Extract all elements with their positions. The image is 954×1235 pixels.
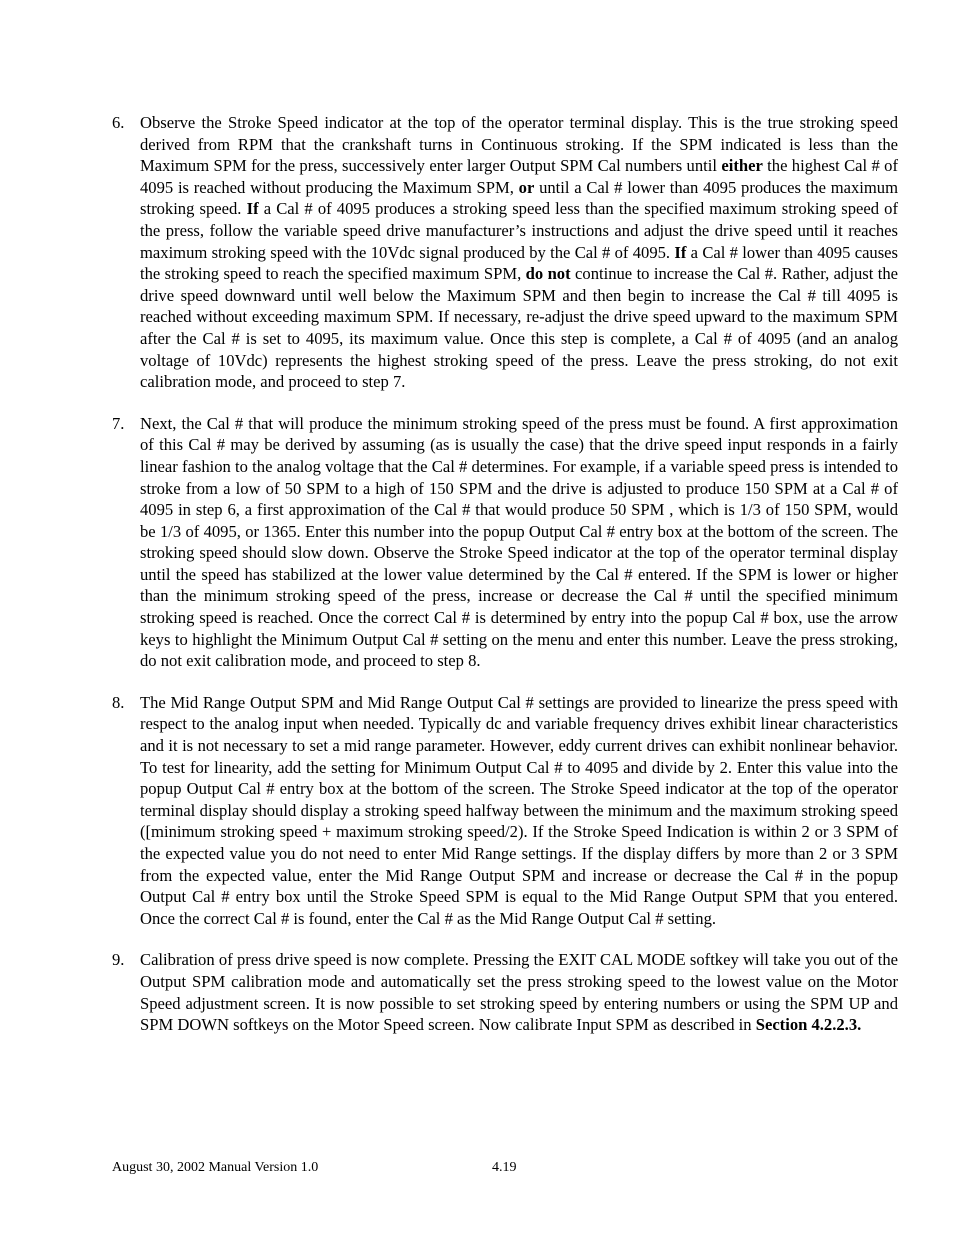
step-6 [112,112,898,393]
text-run: a Cal # lower than 4095 causes the stroking speed to reach the specified maximum SPM, [140,242,899,284]
procedure-steps [112,112,898,1056]
step-text [140,949,898,1035]
text-run: The Mid Range Output SPM and Mid Range Output Cal # settings are provided to linearize the press speed with respect to the analog input when needed. Typically dc and variable frequency drives exhibit linear characteristics and it is not necessary to set a mid range parameter. However, eddy current drives can exhibit nonlinear behavior. To test for linearity, add the setting for Minimum Output Cal # to 4095 and divide by 2. Enter this value into the popup Output Cal # entry box at the bottom of the screen. The Stroke Speed indicator at the top of the operator terminal display should display a stroking speed halfway between the minimum and the maximum stroking speed ([minimum stroking speed + maximum stroking speed/2). If the Stroke Speed Indication is within 2 or 3 SPM of the expected value you do not need to enter Mid Range settings. If the display differs by more than 2 or 3 SPM from the expected value, enter the Mid Range Output SPM and increase or decrease the Cal # in the popup Output Cal # entry box until the Stroke Speed SPM is equal to the Mid Range Output SPM that you entered. Once the correct Cal # is found, enter the Cal # as the Mid Range Output Cal # setting. [140,692,898,928]
bold-text-run: or [518,177,535,197]
footer-date-version: August 30, 2002 Manual Version 1.0 [112,1160,319,1175]
text-run: Calibration of press drive speed is now complete. Pressing the EXIT CAL MODE softkey will take you out of the Output SPM calibration mode and automatically set the press stroking speed to the lowest value on the Motor Speed adjustment screen. It is now possible to set stroking speed by entering numbers or using the SPM UP and SPM DOWN softkeys on the Motor Speed screen. Now calibrate Input SPM as described in [140,950,898,1035]
bold-text-run: Section 4.2.2.3. [755,1015,862,1035]
text-run: Observe the Stroke Speed indicator at the top of the operator terminal display. This is the true stroking speed derived from RPM that the crankshaft turns in Continuous stroking. If the SPM indicated is less than the Maximum SPM for the press, successively enter larger Output SPM Cal numbers until [140,113,898,176]
text-run: Next, the Cal # that will produce the minimum stroking speed of the press must be found. A first approximation of this Cal # may be derived by assuming (as is usually the case) that the drive speed input responds in a fairly linear fashion to the analog voltage that the Cal # determines. For example, if a variable speed press is intended to stroke from a low of 50 SPM to a high of 150 SPM and the drive is adjusted to produce 150 SPM at a Cal # of 4095 in step 6, a first approximation of the Cal # that would produce 50 SPM , which is 1/3 of 150 SPM, would be 1/3 of 4095, or 1365. Enter this number into the popup Output Cal # entry box at the bottom of the screen. The stroking speed should slow down. Observe the Stroke Speed indicator at the top of the operator terminal display until the speed has stabilized at the lower value determined by the Cal # entered. If the SPM is lower or higher than the minimum stroking speed of the press, increase or decrease the Cal # until the specified minimum stroking speed is reached. Once the correct Cal # is determined by entry into the popup Cal # box, use the arrow keys to highlight the Minimum Output Cal # setting on the menu and enter this number. Leave the press stroking, do not exit calibration mode, and proceed to step 8. [140,413,898,671]
step-number: 7. [112,413,125,433]
step-number: 6. [112,113,125,132]
footer-page-number: 4.19 [492,1160,517,1175]
step-8 [112,692,898,930]
step-text [140,692,898,930]
step-text [140,112,898,393]
text-run: a Cal # of 4095 produces a stroking speed less than the specified maximum stroking speed of the press, follow the variable speed drive manufacturer’s instructions and adjust the drive speed until it reaches maximum stroking speed with the 10Vdc signal produced by the Cal # of 4095. [140,199,899,262]
bold-text-run: either [721,156,763,176]
bold-text-run: do not [525,264,571,284]
step-number: 8. [112,692,125,712]
step-text [140,413,898,672]
step-7 [112,413,898,672]
text-run: continue to increase the Cal #. Rather, adjust the drive speed downward until well below the Maximum SPM and then begin to increase the Cal # till 4095 is reached without exceeding maximum SPM. If necessary, re-adjust the drive speed upward to the maximum SPM after the Cal # is set to 4095, its maximum value. Once this step is complete, a Cal # of 4095 (and an analog voltage of 10Vdc) represents the highest stroking speed of the press. Leave the press stroking, do not exit calibration mode, and proceed to step 7. [140,264,898,392]
bold-text-run: If [246,199,259,219]
bold-text-run: If [674,242,687,262]
text-run: until a Cal # lower than 4095 produces the maximum stroking speed. [140,177,898,219]
text-run: the highest Cal # of 4095 is reached without producing the Maximum SPM, [140,156,898,197]
step-9 [112,949,898,1035]
step-number: 9. [112,950,125,970]
